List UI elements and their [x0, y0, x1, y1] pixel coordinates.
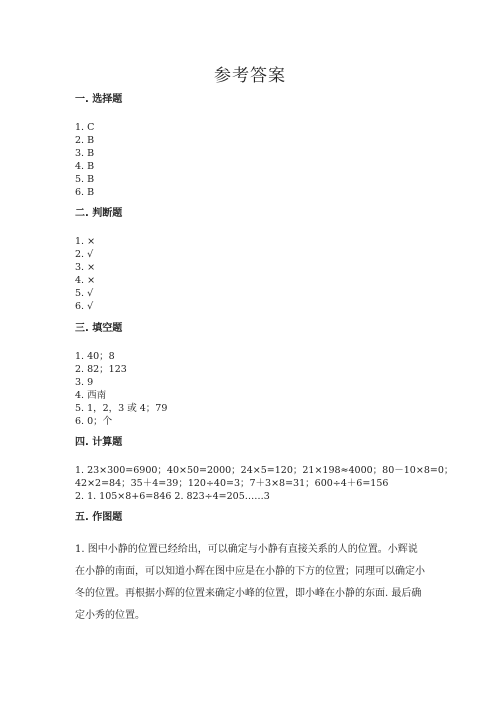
answer-item: 2. B — [75, 135, 95, 146]
answer-item: 5. B — [75, 174, 95, 185]
answer-item: 6. √ — [75, 301, 94, 312]
section-heading: 二. 判断题 — [75, 208, 123, 219]
answer-item: 2. 82；123 — [75, 364, 127, 375]
answer-item: 4. × — [75, 275, 96, 286]
section-fill-blank — [75, 322, 435, 428]
answer-item: 2. 1. 105×8+6=846 2. 823÷4=205……3 — [75, 491, 270, 502]
answer-item: 1. 23×300=6900；40×50=2000；24×5=120；21×198≈4000；80－10×8=0； — [75, 465, 454, 476]
section-calculation — [75, 436, 454, 503]
section-true-false — [75, 207, 435, 313]
section-heading: 五. 作图题 — [75, 512, 123, 523]
answer-item: 5. 1，2，3 或 4；79 — [75, 403, 168, 414]
section-heading: 三. 填空题 — [75, 323, 123, 334]
answer-list — [75, 350, 435, 428]
answer-item: 1. × — [75, 236, 96, 247]
page-title: 参考答案 — [214, 66, 286, 86]
answer-item: 4. B — [75, 161, 95, 172]
section-drawing — [75, 511, 435, 627]
answer-item: 4. 西南 — [75, 390, 107, 401]
answer-item: 1. C — [75, 122, 95, 133]
answer-item: 3. × — [75, 262, 96, 273]
answer-paragraph: 1. 图中小静的位置已经给出，可以确定与小静有直接关系的人的位置。小辉说在小静的南面，可以知道小辉在图中应是在小静的下方的位置；同理可以确定小冬的位置。再根据小辉的位置来确定小峰的位置，即小峰在小静的东面. 最后确定小秀的位置。 — [75, 544, 425, 621]
section-multiple-choice — [75, 93, 435, 199]
answer-item: 6. B — [75, 187, 95, 198]
answer-list — [75, 121, 435, 199]
answer-item: 6. 0；个 — [75, 416, 113, 427]
answer-item: 1. 40；8 — [75, 351, 115, 362]
section-heading: 一. 选择题 — [75, 94, 123, 105]
answer-list — [75, 464, 454, 503]
section-heading: 四. 计算题 — [75, 437, 123, 448]
answer-item: 5. √ — [75, 288, 94, 299]
answer-item: 2. √ — [75, 249, 94, 260]
answer-list — [75, 235, 435, 313]
answer-item: 42×2=84；35＋4=39；120÷40=3；7＋3×8=31；600÷4＋6=156 — [75, 478, 389, 489]
answer-item: 3. B — [75, 148, 95, 159]
answer-item: 3. 9 — [75, 377, 94, 388]
